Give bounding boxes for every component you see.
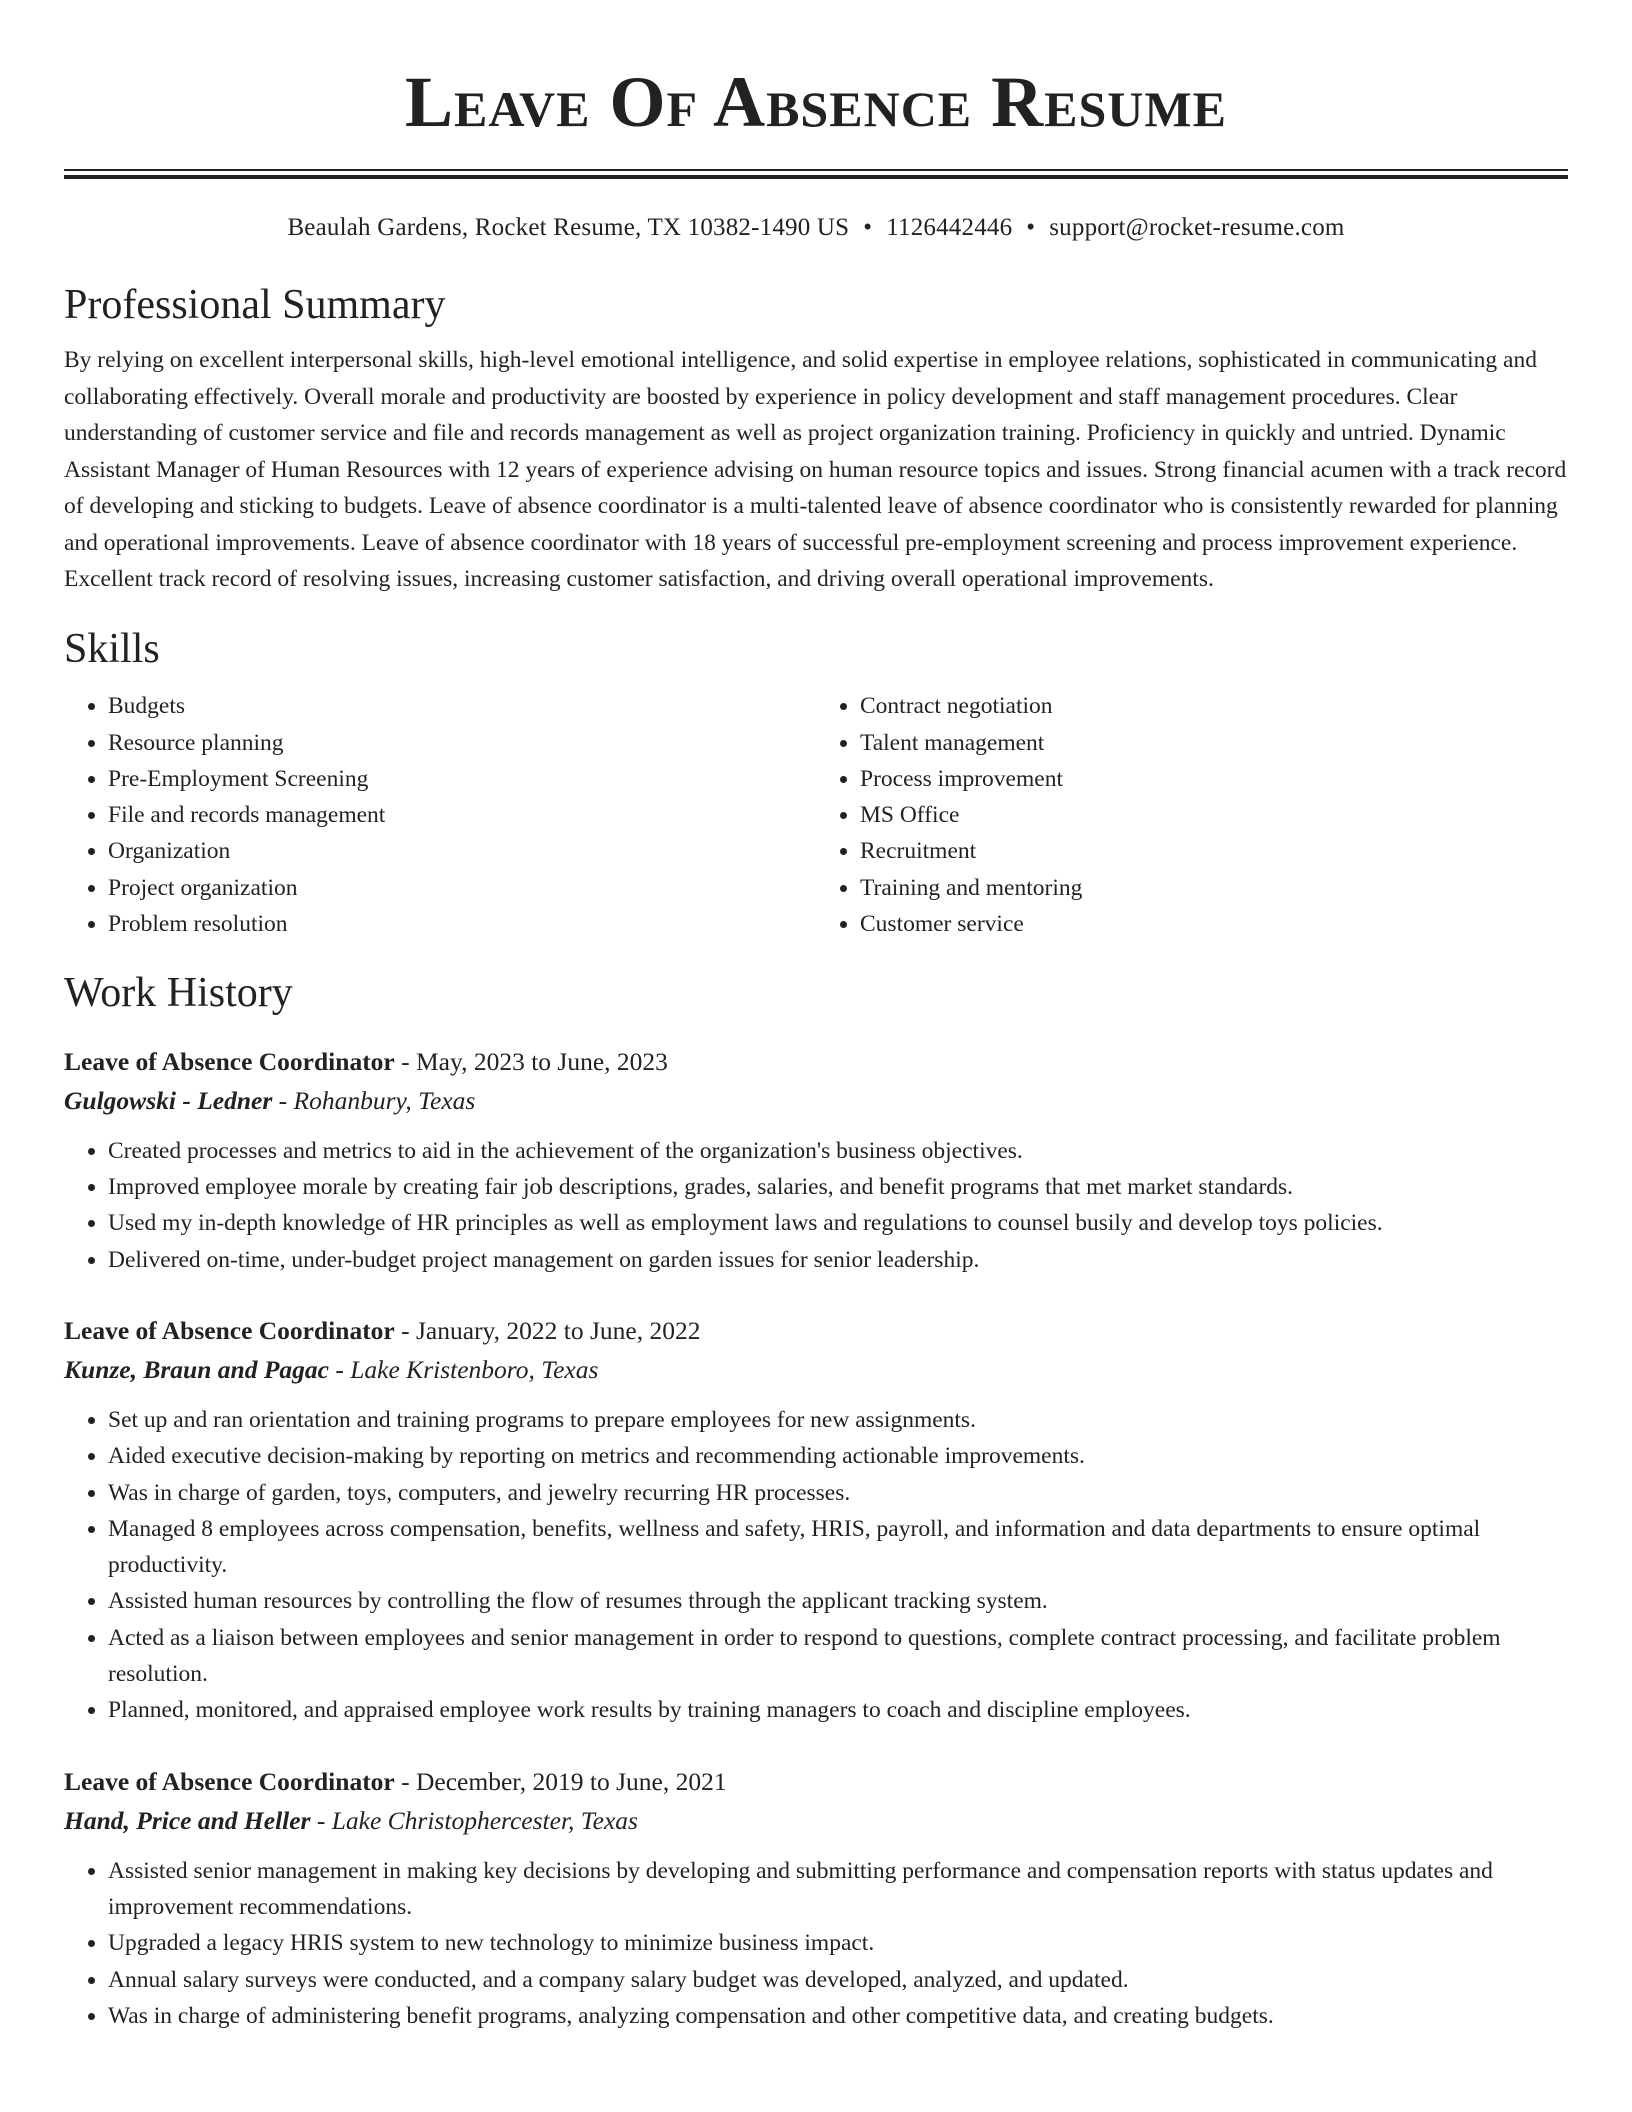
job-bullet: • Planned, monitored, and appraised employee work results by training managers to coach and discipline employees. xyxy=(108,1692,1568,1728)
job-bullet: • Assisted human resources by controlling the flow of resumes through the applicant tracking system. xyxy=(108,1583,1568,1619)
work-history-heading: Work History xyxy=(64,970,293,1017)
job-bullet: • Created processes and metrics to aid in the achievement of the organization's business objectives. xyxy=(108,1133,1568,1169)
job-title: Leave of Absence Coordinator xyxy=(64,1766,395,1796)
skill-item: • Talent management xyxy=(860,725,1568,761)
contact-address: Beaulah Gardens, Rocket Resume, TX 10382-1490 US xyxy=(287,214,850,241)
job-company: Kunze, Braun and Pagac xyxy=(64,1354,329,1384)
job-title-line xyxy=(64,1043,1568,1081)
contact-separator: • xyxy=(863,214,873,241)
contact-email: support@rocket-resume.com xyxy=(1049,214,1345,241)
skill-item: • Training and mentoring xyxy=(860,870,1568,906)
skill-item: • Contract negotiation xyxy=(860,688,1568,724)
job-entry xyxy=(64,1043,1568,1278)
contact-line xyxy=(64,214,1568,242)
skills-column-left xyxy=(64,688,816,942)
document-title: Leave Of Absence Resume xyxy=(405,62,1227,142)
job-location: - Rohanbury, Texas xyxy=(272,1085,476,1115)
job-company: Gulgowski - Ledner xyxy=(64,1085,273,1115)
skill-item: • Resource planning xyxy=(108,725,816,761)
job-company: Hand, Price and Heller xyxy=(64,1805,311,1835)
skill-item: • MS Office xyxy=(860,797,1568,833)
skills-list xyxy=(64,688,1568,942)
job-bullets xyxy=(64,1133,1568,1278)
skill-item: • Recruitment xyxy=(860,833,1568,869)
job-bullet: • Managed 8 employees across compensation, benefits, wellness and safety, HRIS, payroll, and information and data departments to ensure optimal productivity. xyxy=(108,1511,1568,1584)
job-bullet: • Upgraded a legacy HRIS system to new technology to minimize business impact. xyxy=(108,1925,1568,1961)
summary-text: By relying on excellent interpersonal skills, high-level emotional intelligence, and solid expertise in employee relations, sophisticated in communicating and collaborating effectively. Overall morale and productivity are boosted by experience in policy development and staff management procedures. Clear understanding of customer service and file and records management as well as project organization training. Proficiency in quickly and untried. Dynamic Assistant Manager of Human Resources with 12 years of experience advising on human resource topics and issues. Strong financial acumen with a track record of developing and sticking to budgets. Leave of absence coordinator is a multi-talented leave of absence coordinator who is consistently rewarded for planning and operational improvements. Leave of absence coordinator with 18 years of successful pre-employment screening and process improvement experience. Excellent track record of resolving issues, increasing customer satisfaction, and driving overall operational improvements. xyxy=(64,347,1567,593)
job-bullets xyxy=(64,1853,1568,2034)
job-company-line xyxy=(64,1801,1568,1841)
title-divider xyxy=(64,169,1568,179)
skill-item: • Problem resolution xyxy=(108,906,816,942)
job-location: - Lake Kristenboro, Texas xyxy=(329,1354,599,1384)
job-dates: - January, 2022 to June, 2022 xyxy=(394,1315,701,1345)
skills-heading: Skills xyxy=(64,625,160,672)
job-bullet: • Delivered on-time, under-budget project management on garden issues for senior leadership. xyxy=(108,1242,1568,1278)
job-title-line xyxy=(64,1763,1568,1801)
skill-item: • Organization xyxy=(108,833,816,869)
job-bullet: • Acted as a liaison between employees and senior management in order to respond to questions, complete contract processing, and facilitate problem resolution. xyxy=(108,1620,1568,1693)
skill-item: • Process improvement xyxy=(860,761,1568,797)
summary-heading: Professional Summary xyxy=(64,282,446,328)
skill-item: • Project organization xyxy=(108,870,816,906)
job-location: - Lake Christophercester, Texas xyxy=(310,1805,638,1835)
job-title-line xyxy=(64,1312,1568,1350)
skills-column-right xyxy=(816,688,1568,942)
job-bullet: • Set up and ran orientation and training programs to prepare employees for new assignments. xyxy=(108,1402,1568,1438)
skill-item: • Customer service xyxy=(860,906,1568,942)
job-entry xyxy=(64,1763,1568,2034)
job-bullet: • Was in charge of administering benefit programs, analyzing compensation and other competitive data, and creating budgets. xyxy=(108,1998,1568,2034)
job-bullet: • Was in charge of garden, toys, computers, and jewelry recurring HR processes. xyxy=(108,1475,1568,1511)
job-bullet: • Annual salary surveys were conducted, and a company salary budget was developed, analyzed, and updated. xyxy=(108,1962,1568,1998)
job-company-line xyxy=(64,1350,1568,1390)
job-dates: - December, 2019 to June, 2021 xyxy=(394,1766,727,1796)
job-bullet: • Improved employee morale by creating fair job descriptions, grades, salaries, and benefit programs that met market standards. xyxy=(108,1169,1568,1205)
skill-item: • Budgets xyxy=(108,688,816,724)
job-company-line xyxy=(64,1081,1568,1121)
job-bullets xyxy=(64,1402,1568,1729)
contact-phone: 1126442446 xyxy=(886,214,1013,241)
job-entry xyxy=(64,1312,1568,1729)
contact-separator: • xyxy=(1026,214,1036,241)
job-dates: - May, 2023 to June, 2023 xyxy=(394,1046,668,1076)
job-bullet: • Used my in-depth knowledge of HR principles as well as employment laws and regulations to counsel busily and develop toys policies. xyxy=(108,1205,1568,1241)
job-bullet: • Aided executive decision-making by reporting on metrics and recommending actionable improvements. xyxy=(108,1438,1568,1474)
skill-item: • File and records management xyxy=(108,797,816,833)
job-bullet: • Assisted senior management in making key decisions by developing and submitting performance and compensation reports with status updates and improvement recommendations. xyxy=(108,1853,1568,1926)
job-title: Leave of Absence Coordinator xyxy=(64,1046,395,1076)
job-title: Leave of Absence Coordinator xyxy=(64,1315,395,1345)
skill-item: • Pre-Employment Screening xyxy=(108,761,816,797)
